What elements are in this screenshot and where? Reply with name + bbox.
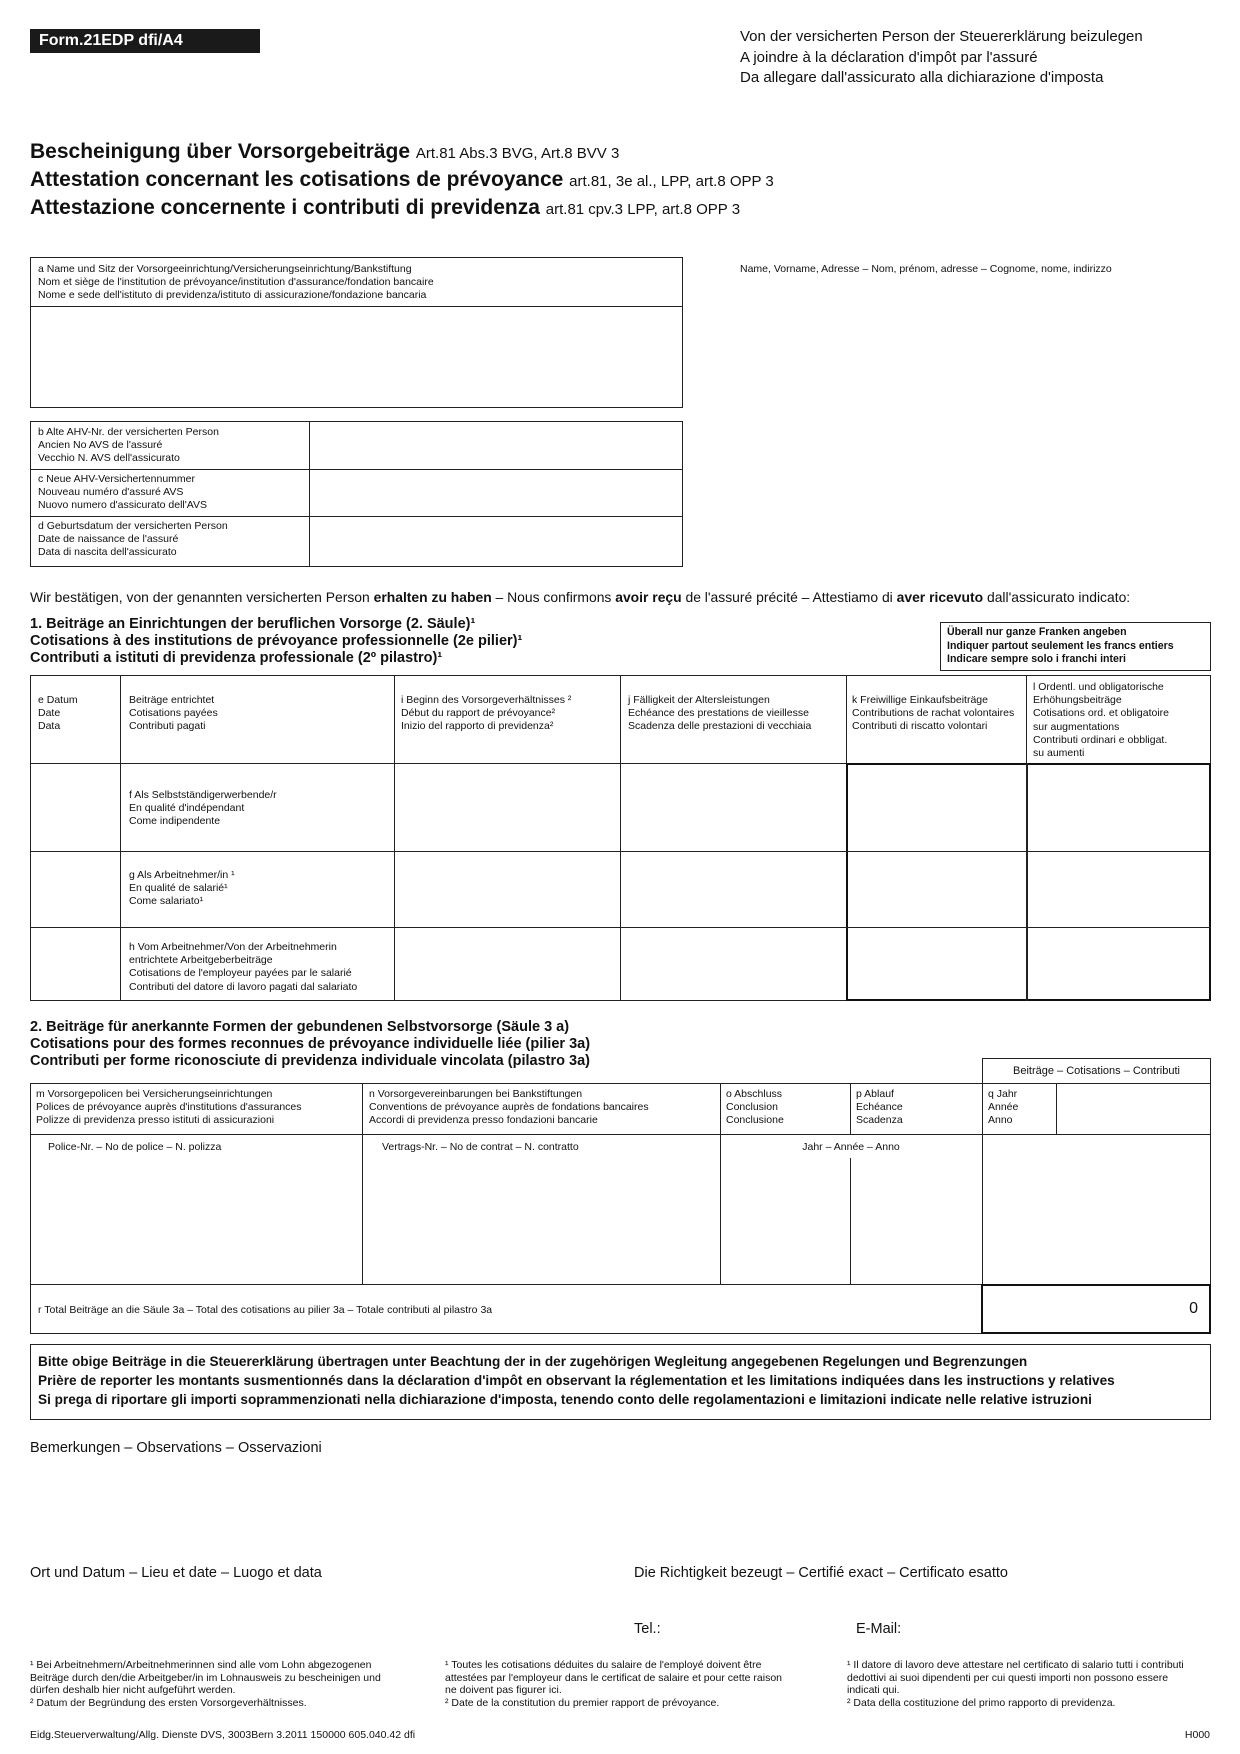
contribution-amount-input[interactable] — [983, 1135, 1210, 1283]
confirm-part: dall'assicurato indicato: — [983, 589, 1131, 605]
title-de — [30, 140, 619, 164]
section2-title: 2. Beiträge für anerkannte Formen der gebundenen Selbstvorsorge (Säule 3 a) Cotisations pour des formes reconnues de prévoyance individuelle liée (pilier 3a) Contributi per forme riconosciute di previdenza individuale vincolata (pilastro 3a) — [30, 1019, 591, 1069]
conclusion-year-input[interactable] — [721, 1158, 849, 1283]
title-fr-article: art.81, 3e al., LPP, art.8 OPP 3 — [569, 173, 774, 190]
place-date-label: Ort und Datum – Lieu et date – Luogo et data — [30, 1565, 322, 1581]
divider — [30, 1284, 982, 1285]
col-increase-header: l Ordentl. und obligatorische Erhöhungsbeiträge Cotisations ord. et obligatoire sur augmentations Contributi ordinari e obbligat. su aumenti — [1033, 681, 1169, 760]
confirm-part: – Nous confirmons — [491, 589, 616, 605]
divider — [850, 1083, 851, 1134]
col-year-header: q Jahr Année Anno — [988, 1088, 1019, 1127]
confirm-received-de: erhalten zu haben — [373, 589, 492, 605]
footer-publisher: Eidg.Steuerverwaltung/Allg. Dienste DVS, 3003Bern 3.2011 150000 605.040.42 dfi — [30, 1729, 416, 1741]
col-expiry-header: p Ablauf Echéance Scadenza — [856, 1088, 903, 1127]
row-employer-contrib-label: h Vom Arbeitnehmer/Von der Arbeitnehmerin entrichtete Arbeitgeberbeiträge Cotisations de l'employeur payées par le salarié Contributi del datore di lavoro pagati dal salariato — [129, 941, 358, 993]
francs-note: Überall nur ganze Franken angeben Indiquer partout seulement les francs entiers Indicare sempre solo i franchi interi — [947, 626, 1174, 665]
institution-label: a Name und Sitz der Vorsorgeeinrichtung/Versicherungseinrichtung/Bankstiftung Nom et siège de l'institution de prévoyance/institution d'assurance/fondation bancaire Nome e sede dell'istituto di previdenza/istituto di assicurazione/fondazione bancaria — [38, 263, 434, 302]
confirmation-text — [30, 589, 1130, 605]
footnotes-it: ¹ Il datore di lavoro deve attestare nel certificato di salario tutti i contributi dedottivi ai suoi dipendenti per cui questi importi non possono essere indicati qui. ² Data della costituzione del primo rapporto di previdenza. — [847, 1659, 1184, 1709]
col-date-header: e Datum Date Data — [38, 694, 78, 733]
tel-label: Tel.: — [634, 1621, 661, 1637]
expiry-year-input[interactable] — [851, 1158, 981, 1283]
title-de-text: Bescheinigung über Vorsorgebeiträge — [30, 140, 411, 163]
new-ahv-input[interactable] — [310, 470, 682, 515]
footer-code: H000 — [1184, 1729, 1210, 1741]
title-fr-text: Attestation concernant les cotisations de prévoyance — [30, 168, 564, 191]
email-input[interactable] — [905, 1617, 1205, 1639]
title-fr — [30, 168, 774, 192]
divider — [1026, 675, 1027, 763]
tel-input[interactable] — [672, 1617, 842, 1639]
total-value: 0 — [1189, 1300, 1198, 1317]
section1-title: 1. Beiträge an Einrichtungen der beruflichen Vorsorge (2. Säule)¹ Cotisations à des institutions de prévoyance professionnelle (2e pilier)¹ Contributi a istituti di previdenza professionale (2º pilastro)¹ — [30, 616, 523, 666]
place-date-input[interactable] — [30, 1585, 590, 1625]
birthdate-input[interactable] — [310, 517, 682, 566]
row-employee-label: g Als Arbeitnehmer/in ¹ En qualité de salarié¹ Come salariato¹ — [129, 869, 235, 908]
col-maturity-header: j Fälligkeit der Altersleistungen Echéance des prestations de vieillesse Scadenza delle prestazioni di vecchiaia — [628, 694, 812, 733]
total-label: r Total Beiträge an die Säule 3a – Total des cotisations au pilier 3a – Totale contributi al pilastro 3a — [38, 1304, 493, 1316]
date-input-h[interactable] — [31, 928, 119, 1000]
title-de-article: Art.81 Abs.3 BVG, Art.8 BVV 3 — [415, 145, 620, 162]
remarks-input[interactable] — [30, 1460, 1210, 1560]
col-policies-header: m Vorsorgepolicen bei Versicherungseinrichtungen Polices de prévoyance auprès d'institutions d'assurances Polizze di previdenza presso istituti di assicurazioni — [36, 1088, 302, 1127]
year-label: Jahr – Année – Anno — [802, 1141, 900, 1153]
policy-input[interactable] — [31, 1156, 361, 1283]
contract-number-label: Vertrags-Nr. – No de contrat – N. contratto — [382, 1141, 579, 1153]
col-paid-header: Beiträge entrichtet Cotisations payées Contributi pagati — [129, 694, 218, 733]
date-input-f[interactable] — [31, 764, 119, 850]
start-date-input[interactable] — [395, 764, 619, 1000]
old-ahv-label: b Alte AHV-Nr. der versicherten Person Ancien No AVS de l'assuré Vecchio N. AVS dell'assicurato — [38, 426, 219, 465]
increase-input-f[interactable] — [1028, 765, 1209, 850]
row-self-employed-label: f Als Selbstständigerwerbende/r En qualité d'indépendant Come indipendente — [129, 789, 277, 828]
footnotes-fr: ¹ Toutes les cotisations déduites du salaire de l'employé doivent être attestées par l'employeur dans le certificat de salaire et pour cette raison ne doivent pas figurer ici. ² Date de la constitution du premier rapport de prévoyance. — [445, 1659, 783, 1709]
confirm-received-it: aver ricevuto — [896, 589, 984, 605]
confirm-part: de l'assuré précité – Attestiamo di — [681, 589, 897, 605]
increase-input-h[interactable] — [1028, 928, 1209, 999]
contract-input[interactable] — [363, 1156, 719, 1283]
col-start-header: i Beginn des Vorsorgeverhältnisses ² Début du rapport de prévoyance² Inizio del rapporto di previdenza² — [401, 694, 572, 733]
divider — [846, 675, 847, 763]
footnotes-de: ¹ Bei Arbeitnehmern/Arbeitnehmerinnen sind alle vom Lohn abgezogenen Beiträge durch den/die Arbeitgeber/in im Lohnausweis zu bescheinigen und dürfen deshalb hier nicht aufgeführt werden. ² Datum der Begründung des ersten Vorsorgeverhältnisses. — [30, 1659, 381, 1709]
policy-number-label: Police-Nr. – No de police – N. polizza — [48, 1141, 222, 1153]
remarks-label: Bemerkungen – Observations – Osservazioni — [30, 1440, 322, 1456]
title-it-text: Attestazione concernente i contributi di previdenza — [30, 196, 540, 219]
old-ahv-input[interactable] — [310, 422, 682, 468]
confirm-received-fr: avoir reçu — [615, 589, 682, 605]
attach-note: Von der versicherten Person der Steuererklärung beizulegen A joindre à la déclaration d'impôt par l'assuré Da allegare dall'assicurato alla dichiarazione d'imposta — [740, 28, 1143, 86]
new-ahv-label: c Neue AHV-Versichertennummer Nouveau numéro d'assuré AVS Nuovo numero d'assicurato dell'AVS — [38, 473, 207, 512]
certified-label: Die Richtigkeit bezeugt – Certifié exact – Certificato esatto — [634, 1565, 1008, 1581]
title-it-article: art.81 cpv.3 LPP, art.8 OPP 3 — [545, 201, 741, 218]
date-input-g[interactable] — [31, 852, 119, 926]
notice-text: Bitte obige Beiträge in die Steuererklärung übertragen unter Beachtung der in der zugehörigen Wegleitung angegebenen Regelungen und Begrenzungen Prière de reporter les montants susmentionnés dans la déclaration d'impôt en observant la réglementation et les limitations indiquées dans les instructions y relatives Si prega di riportare gli importi soprammenzionati nella dichiarazione d'imposta, tenendo conto delle regolamentazioni e limitazioni indicate nelle relative istruzioni — [38, 1354, 1115, 1407]
col-bank-header: n Vorsorgevereinbarungen bei Bankstiftungen Conventions de prévoyance auprès de fondations bancaires Accordi di previdenza presso fondazioni bancarie — [369, 1088, 649, 1127]
email-label: E-Mail: — [856, 1621, 902, 1637]
increase-input-g[interactable] — [1028, 852, 1209, 926]
divider — [120, 675, 121, 1001]
title-it — [30, 196, 740, 220]
buyin-input-h[interactable] — [848, 928, 1025, 999]
contribution-year-input[interactable] — [1057, 1084, 1210, 1133]
buyin-input-g[interactable] — [848, 852, 1025, 926]
maturity-date-input[interactable] — [621, 764, 845, 1000]
address-label: Name, Vorname, Adresse – Nom, prénom, adresse – Cognome, nome, indirizzo — [740, 263, 1112, 275]
confirm-part: Wir bestätigen, von der genannten versicherten Person — [30, 589, 374, 605]
institution-input[interactable] — [31, 307, 682, 407]
address-field[interactable] — [740, 280, 1210, 410]
col-buyin-header: k Freiwillige Einkaufsbeiträge Contributions de rachat volontaires Contributi di riscatto volontari — [852, 694, 1015, 733]
form-code-label: Form.21EDP dfi/A4 — [30, 29, 260, 53]
col-conclusion-header: o Abschluss Conclusion Conclusione — [726, 1088, 784, 1127]
contrib-header: Beiträge – Cotisations – Contributi — [1013, 1065, 1180, 1077]
birthdate-label: d Geburtsdatum der versicherten Person Date de naissance de l'assuré Data di nascita dell'assicurato — [38, 520, 228, 559]
buyin-input-f[interactable] — [848, 765, 1025, 850]
